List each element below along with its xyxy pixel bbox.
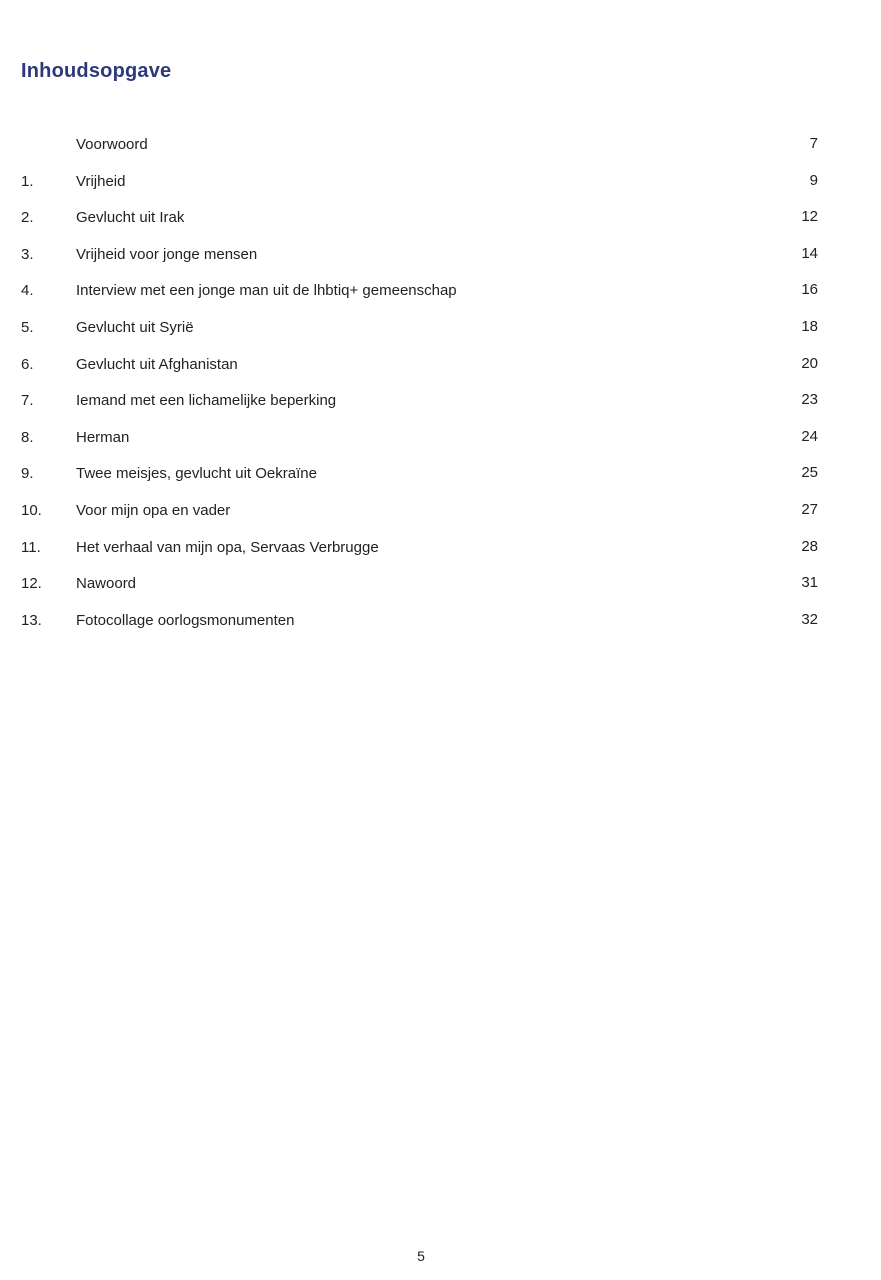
toc-entry-number: 4. — [21, 282, 34, 300]
toc-entry-number: 7. — [21, 392, 34, 410]
toc-entry-number: 11. — [21, 538, 41, 556]
toc-entry-label: Vrijheid voor jonge mensen — [76, 245, 258, 263]
toc-entry-label: Gevlucht uit Irak — [76, 209, 185, 227]
toc-entry-label: Herman — [76, 428, 130, 446]
toc-entry-number: 1. — [21, 172, 34, 190]
toc-entry-number: 10. — [21, 501, 42, 519]
table-of-contents — [0, 127, 881, 639]
toc-entry-label: Het verhaal van mijn opa, Servaas Verbrugge — [76, 538, 379, 556]
toc-entry — [0, 603, 881, 640]
toc-entry-page: 32 — [801, 610, 818, 628]
toc-entry-label: Nawoord — [76, 575, 137, 593]
toc-entry-number: 13. — [21, 611, 42, 629]
toc-entry — [0, 493, 881, 530]
toc-entry-label: Iemand met een lichamelijke beperking — [76, 392, 337, 410]
toc-entry-voorwoord — [0, 127, 881, 164]
toc-entry-page: 18 — [801, 317, 818, 335]
toc-entry-number: 9. — [21, 465, 34, 483]
toc-entry-label: Twee meisjes, gevlucht uit Oekraïne — [76, 465, 317, 483]
toc-entry-page: 25 — [801, 464, 818, 482]
toc-entry-page: 20 — [801, 354, 818, 372]
toc-entry — [0, 200, 881, 237]
toc-entry-label: Voorwoord — [76, 136, 148, 153]
toc-entry-label: Vrijheid — [76, 172, 126, 190]
toc-entry — [0, 164, 881, 201]
toc-entry-page: 27 — [801, 500, 818, 518]
toc-entry-page: 14 — [801, 244, 818, 262]
toc-entry — [0, 347, 881, 384]
toc-entry-page: 23 — [801, 391, 818, 409]
page-title: Inhoudsopgave — [21, 60, 172, 82]
toc-entry — [0, 530, 881, 567]
toc-entry-page: 7 — [809, 135, 818, 152]
toc-entry-number: 2. — [21, 209, 34, 227]
toc-entry-number: 6. — [21, 355, 34, 373]
page-number: 5 — [417, 1248, 425, 1264]
toc-entry — [0, 383, 881, 420]
toc-entry-label: Gevlucht uit Syrië — [76, 318, 194, 336]
toc-entry — [0, 456, 881, 493]
toc-entry-number: 8. — [21, 428, 34, 446]
toc-entry-label: Fotocollage oorlogsmonumenten — [76, 611, 295, 629]
toc-entry — [0, 566, 881, 603]
toc-entry-label: Gevlucht uit Afghanistan — [76, 355, 238, 373]
toc-entry-page: 12 — [801, 208, 818, 226]
toc-entry — [0, 273, 881, 310]
toc-entry-page: 28 — [801, 537, 818, 555]
toc-entry-page: 9 — [809, 171, 818, 189]
toc-entry-number: 12. — [21, 575, 42, 593]
toc-entry-page: 24 — [801, 427, 818, 445]
toc-entry-label: Interview met een jonge man uit de lhbtiq+ gemeenschap — [76, 282, 457, 300]
toc-entry-number: 3. — [21, 245, 34, 263]
toc-entry — [0, 310, 881, 347]
toc-entry — [0, 420, 881, 457]
toc-entry-page: 16 — [801, 281, 818, 299]
toc-entry-number: 5. — [21, 318, 34, 336]
toc-entry — [0, 237, 881, 274]
toc-entry-label: Voor mijn opa en vader — [76, 501, 231, 519]
toc-entry-page: 31 — [801, 574, 818, 592]
